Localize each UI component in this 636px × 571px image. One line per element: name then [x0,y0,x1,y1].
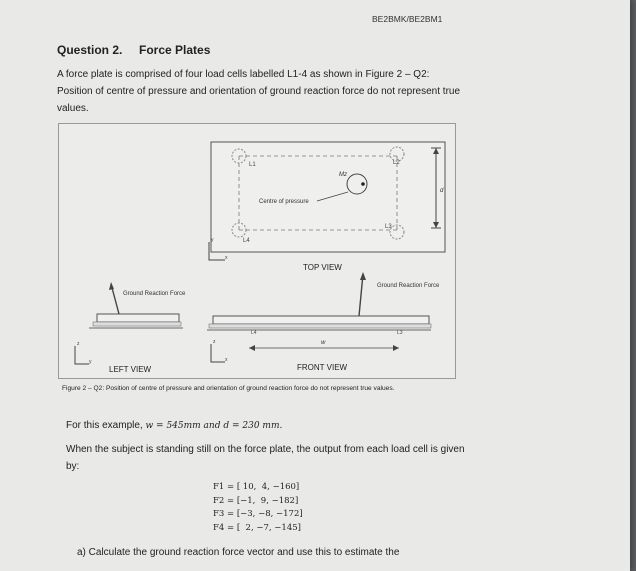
front-axis-z-label: z [213,339,216,345]
example-values: w = 545mm and d = 230 mm. [145,421,283,431]
front-l4-label: L4 [251,330,257,336]
front-view-base [209,324,431,328]
load-cell-forces [213,481,303,535]
left-axis-z-label: z [77,341,80,347]
front-view-label: FRONT VIEW [297,363,348,372]
front-view-grf-arrowhead [360,272,366,280]
left-axis-y-label: y [89,359,92,365]
left-grf-label: Ground Reaction Force [123,291,186,297]
l3-label: L3 [385,224,392,230]
example-prefix: For this example, [66,420,143,431]
d-label: d [440,188,444,194]
top-view-label: TOP VIEW [303,263,342,272]
front-view-axes [211,344,225,362]
question-intro: A force plate is comprised of four load cells labelled L1-4 as shown in Figure 2 – Q2: Position of centre of pressure and orientation of ground reaction force do not represent true values. [57,69,461,114]
front-axis-x-label: x [225,357,228,363]
mz-label: Mz [339,172,347,178]
load-cell-output-intro: When the subject is standing still on the force plate, the output from each load cell is given by: [66,444,465,472]
left-view-axes [75,346,89,364]
left-view-label: LEFT VIEW [109,365,152,374]
top-axis-x-label: x [225,255,228,261]
question-part-a: a) Calculate the ground reaction force vector and use this to estimate the [77,547,400,558]
left-view-grf-arrowhead [109,282,114,290]
l1-label: L1 [249,162,256,168]
course-code: BE2BMK/BE2BM1 [372,14,443,24]
force-f2: F2 = [−1, 9, −182] [213,495,299,506]
force-plate-diagram [59,124,455,378]
w-label: w [321,340,326,346]
question-number: Question 2. [57,43,123,57]
front-l3-label: L3 [397,330,403,336]
centre-of-pressure-label: Centre of pressure [259,199,309,205]
left-view-plate [97,314,179,322]
top-axis-y-label: y [211,237,214,243]
front-view-plate [213,316,429,324]
force-f3: F3 = [−3, −8, −172] [213,509,303,519]
l4-label: L4 [243,238,250,244]
force-f4: F4 = [ 2, −7, −145] [213,522,301,533]
front-view-grf-arrow [359,274,363,316]
force-f1: F1 = [ 10, 4, −160] [213,482,300,492]
figure-caption: Figure 2 – Q2: Position of centre of pressure and orientation of ground reaction force do not represent true values. [62,385,395,392]
question-title: Force Plates [139,43,211,57]
right-grf-label: Ground Reaction Force [377,283,440,289]
example-line [66,420,282,431]
left-view-base [93,322,181,326]
l2-label: L2 [393,160,400,166]
centre-of-pressure-dot [361,182,365,186]
figure-force-plate [58,123,456,379]
top-view-plate [211,142,445,252]
